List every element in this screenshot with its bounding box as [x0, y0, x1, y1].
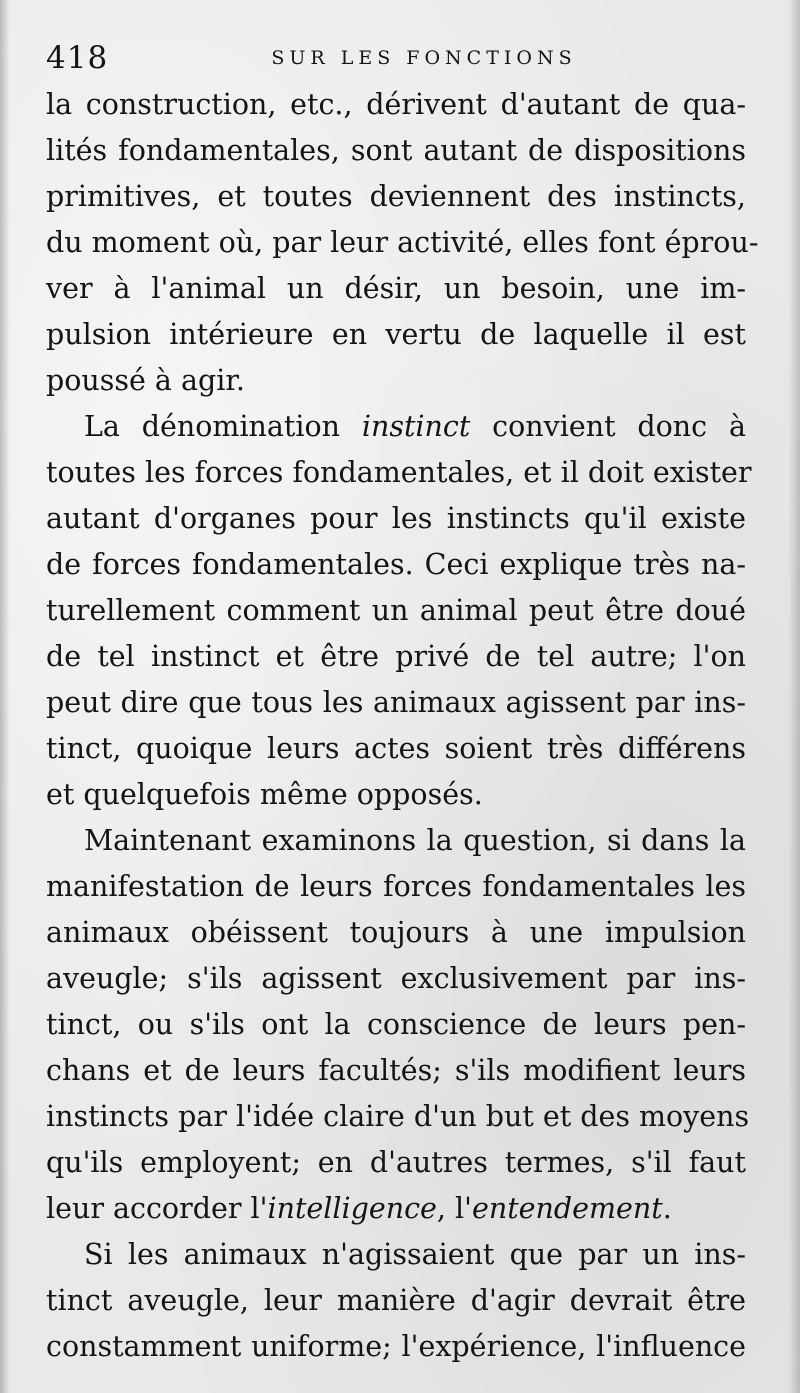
text-line: pulsion intérieure en vertu de laquelle il est: [46, 318, 746, 351]
italic-term: instinct: [361, 410, 471, 443]
text-span: leur accorder l': [46, 1192, 268, 1225]
text-line: [46, 404, 746, 450]
text-line: et quelquefois même opposés.: [46, 778, 483, 811]
italic-term: entendement: [471, 1192, 663, 1225]
text-line: turellement comment un animal peut être doué: [46, 594, 746, 627]
text-line: la construction, etc., dérivent d'autant de qua-: [46, 88, 746, 121]
text-line: chans et de leurs facultés; s'ils modifient leurs: [46, 1054, 746, 1087]
paragraph: [46, 82, 759, 404]
text-line: poussé à agir.: [46, 364, 245, 397]
text-line: animaux obéissent toujours à une impulsion: [46, 916, 746, 949]
text-line: instincts par l'idée claire d'un but et des moyens: [46, 1100, 750, 1133]
italic-term: intelligence: [267, 1192, 437, 1225]
text-line: toutes les forces fondamentales, et il doit exister: [46, 456, 752, 489]
text-line: lités fondamentales, sont autant de dispositions: [46, 134, 746, 167]
text-line: ver à l'animal un désir, un besoin, une im-: [46, 272, 746, 305]
text-line: primitives, et toutes deviennent des instincts,: [46, 180, 746, 213]
page-header: [46, 38, 742, 78]
text-line: constamment uniforme; l'expérience, l'influence: [46, 1330, 746, 1363]
text-line: du moment où, par leur activité, elles font éprou-: [46, 226, 759, 259]
text-span: La dénomination: [84, 410, 362, 443]
text-line: tinct, quoique leurs actes soient très différens: [46, 732, 746, 765]
text-line: de tel instinct et être privé de tel autre; l'on: [46, 640, 746, 673]
text-span: convient donc à: [470, 410, 746, 443]
paragraph: [46, 404, 752, 818]
text-line: de forces fondamentales. Ceci explique très na-: [46, 548, 746, 581]
body-text: [46, 82, 759, 1370]
text-line: peut dire que tous les animaux agissent par ins-: [46, 686, 746, 719]
text-line: qu'ils employent; en d'autres termes, s'il faut: [46, 1146, 746, 1179]
text-line: Si les animaux n'agissaient que par un ins-: [84, 1238, 746, 1271]
text-line: Maintenant examinons la question, si dans la: [84, 824, 746, 857]
text-line: [46, 1186, 746, 1232]
running-head: SUR LES FONCTIONS: [271, 47, 577, 69]
text-line: manifestation de leurs forces fondamentales les: [46, 870, 746, 903]
paragraph: [46, 1232, 746, 1370]
page-number: 418: [46, 40, 109, 76]
text-line: autant d'organes pour les instincts qu'il existe: [46, 502, 746, 535]
text-line: tinct, ou s'ils ont la conscience de leurs pen-: [46, 1008, 746, 1041]
text-span: , l': [436, 1192, 472, 1225]
paragraph: [46, 818, 750, 1232]
text-line: aveugle; s'ils agissent exclusivement par ins-: [46, 962, 746, 995]
text-line: tinct aveugle, leur manière d'agir devrait être: [46, 1284, 746, 1317]
text-span: .: [662, 1192, 672, 1225]
